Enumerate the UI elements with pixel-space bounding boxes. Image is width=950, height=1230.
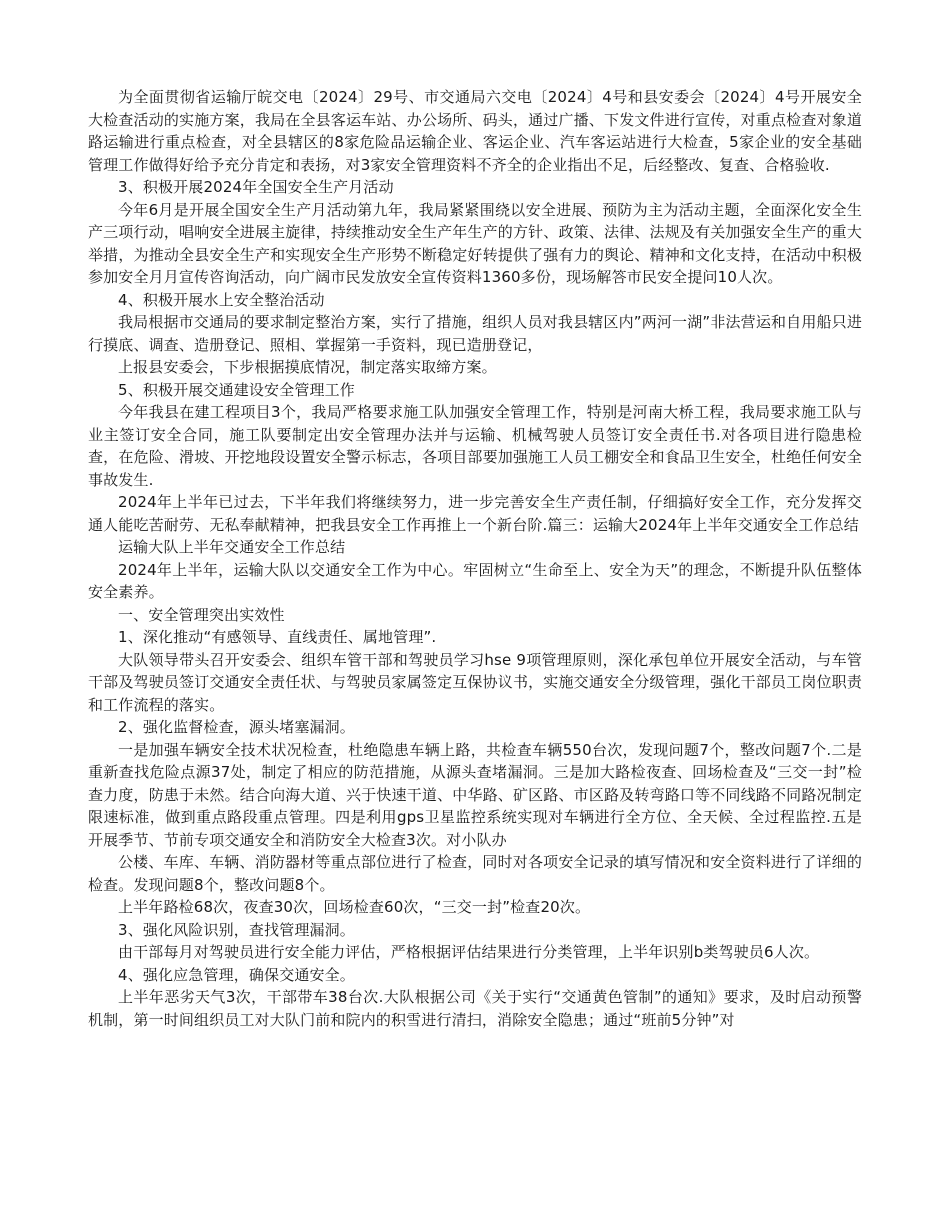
paragraph: 上半年恶劣天气3次，干部带车38台次.大队根据公司《关于实行“交通黄色管制”的通知》要求，及时启动预警机制，第一时间组织员工对大队门前和院内的积雪进行清扫，消除安全隐患；通过“班前5分钟”对 <box>88 988 862 1029</box>
paragraph: 公楼、车库、车辆、消防器材等重点部位进行了检查，同时对各项安全记录的填写情况和安全资料进行了详细的检查。发现问题8个，整改问题8个。 <box>88 853 862 894</box>
section-heading: 一、安全管理突出实效性 <box>118 605 285 624</box>
paragraph: 一是加强车辆安全技术状况检查，杜绝隐患车辆上路，共检查车辆550台次，发现问题7个，整改问题7个.二是重新查找危险点源37处，制定了相应的防范措施，从源头查堵漏洞。三是加大路检夜查、回场检查及“三交一封”检查力度，防患于未然。结合向海大道、兴于快速干道、中华路、矿区路、市区路及转弯路口等不同线路不同路况制定限速标准，做到重点路段重点管理。四是利用gps卫星监控系统实现对车辆进行全方位、全天候、全过程监控.五是开展季节、节前专项交通安全和消防安全大检查3次。对小队办 <box>88 740 862 849</box>
paragraph: 大队领导带头召开安委会、组织车管干部和驾驶员学习hse 9项管理原则，深化承包单位开展安全活动，与车管干部及驾驶员签订交通安全责任状、与驾驶员家属签定互保协议书，实施交通安全分级管理，强化干部员工岗位职责和工作流程的落实。 <box>88 650 862 714</box>
paragraph: 我局根据市交通局的要求制定整治方案，实行了措施，组织人员对我县辖区内”两河一湖”非法营运和自用船只进行摸底、调查、造册登记、照相、掌握第一手资料，现已造册登记， <box>88 313 863 354</box>
subsection-heading: 4、强化应急管理，确保交通安全。 <box>118 965 355 984</box>
paragraph: 今年我县在建工程项目3个，我局严格要求施工队加强安全管理工作，特别是河南大桥工程，我局要求施工队与业主签订安全合同，施工队要制定出安全管理办法并与运输、机械驾驶人员签订安全责任书.对各项目进行隐患检查，在危险、滑坡、开挖地段设置安全警示标志，各项目部要加强施工人员工棚安全和食品卫生安全，杜绝任何安全事故发生. <box>88 403 862 489</box>
subsection-heading: 2、强化监督检查，源头堵塞漏洞。 <box>118 718 355 736</box>
paragraph: 2024年上半年已过去，下半年我们将继续努力，进一步完善安全生产责任制，仔细搞好安全工作，充分发挥交通人能吃苦耐劳、无私奉献精神，把我县安全工作再推上一个新台阶.篇三：运输大2024年上半年交通安全工作总结 <box>88 493 862 534</box>
paragraph: 由干部每月对驾驶员进行安全能力评估，严格根据评估结果进行分类管理，上半年识别b类驾驶员6人次。 <box>118 943 820 961</box>
paragraph: 今年6月是开展全国安全生产月活动第九年，我局紧紧围绕以安全进展、预防为主为活动主题，全面深化安全生产三项行动，唱响安全进展主旋律，持续推动安全生产年生产的方针、政策、法律、法规及有关加强安全生产的重大举措，为推动全县安全生产和实现安全生产形势不断稳定好转提供了强有力的舆论、精神和文化支持，在活动中积极参加安全月月宣传咨询活动，向广阔市民发放安全宣传资料1360多份，现场解答市民安全提问10人次。 <box>88 200 862 286</box>
section-heading: 5、积极开展交通建设安全管理工作 <box>118 380 355 399</box>
subsection-heading: 1、深化推动“有感领导、直线责任、属地管理”. <box>118 628 437 646</box>
paragraph: 2024年上半年，运输大队以交通安全工作为中心。牢固树立“生命至上、安全为天”的理念，不断提升队伍整体安全素养。 <box>88 560 862 601</box>
document-title: 运输大队上半年交通安全工作总结 <box>118 538 346 556</box>
section-heading: 4、积极开展水上安全整治活动 <box>118 290 325 309</box>
paragraph: 上报县安委会，下步根据摸底情况，制定落实取缔方案。 <box>118 358 497 376</box>
paragraph: 上半年路检68次，夜查30次，回场检查60次，“三交一封”检查20次。 <box>118 898 591 916</box>
section-heading: 3、积极开展2024年全国安全生产月活动 <box>118 178 394 196</box>
subsection-heading: 3、强化风险识别，查找管理漏洞。 <box>118 920 355 939</box>
paragraph: 为全面贯彻省运输厅皖交电〔2024〕29号、市交通局六交电〔2024〕4号和县安委会〔2024〕4号开展安全大检查活动的实施方案，我局在全县客运车站、办公场所、码头，通过广播、下发文件进行宣传，对重点检查对象道路运输进行重点检查，对全县辖区的8家危险品运输企业、客运企业、汽车客运站进行大检查，5家企业的安全基础管理工作做得好给予充分肯定和表扬，对3家安全管理资料不齐全的企业指出不足，后经整改、复查、合格验收. <box>88 88 862 174</box>
